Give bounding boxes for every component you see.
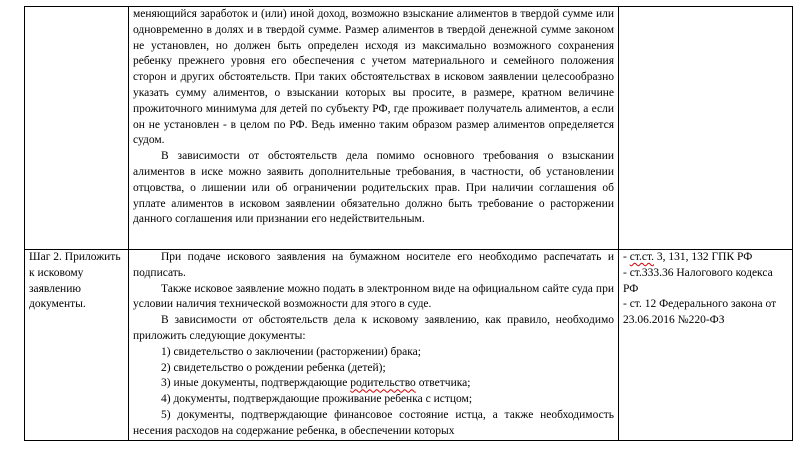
reference-gpk bbox=[623, 250, 788, 266]
list-item: 4) документы, подтверждающие проживание ребенка с истцом; bbox=[161, 393, 473, 406]
description-cell bbox=[129, 250, 619, 441]
reference-text: 3, 131, 132 ГПК РФ bbox=[654, 251, 753, 263]
reference-federal-law: - ст. 12 Федерального закона от 23.06.2016 №220-ФЗ bbox=[623, 298, 777, 327]
instruction-table bbox=[24, 6, 793, 441]
table-row bbox=[25, 250, 793, 441]
paragraph-electronic-filing: Также исковое заявление можно подать в электронном виде на официальном сайте суда при условии наличия технической возможности для этого в суде. bbox=[133, 282, 614, 311]
reference-tax-code: - ст.333.36 Налогового кодекса РФ bbox=[623, 266, 773, 295]
reference-text: - bbox=[623, 251, 630, 263]
step-label-cell bbox=[25, 250, 129, 441]
step-2-label: Шаг 2. Приложить к исковому заявлению документы. bbox=[29, 251, 121, 311]
table-row bbox=[25, 7, 793, 250]
list-item-text: ответчика; bbox=[415, 377, 471, 390]
list-item: 1) свидетельство о заключении (расторжении) брака; bbox=[161, 345, 421, 358]
description-cell bbox=[129, 7, 619, 250]
list-item: 5) документы, подтверждающие финансовое состояние истца, а также необходимость несения расходов на содержание ребенка, в обеспечении которых bbox=[133, 408, 614, 437]
paragraph-alimony-amount: меняющийся заработок и (или) иной доход, возможно взыскание алиментов в твердой сумме или одновременно в долях и в твердой сумме. Размер алиментов в твердой денежной сумме законом не установлен, но должен быть определен исходя из максимально возможного сохранения ребенку прежнего уровня его обеспечения с учетом материального и семейного положения сторон и других обстоятельств. При таких обстоятельствах в исковом заявлении целесообразно указать сумму алиментов, о взыскании которых вы просите, в размере, кратном величине прожиточного минимума для детей по субъекту РФ, где проживает получатель алиментов, а если он не установлен - в целом по РФ. Ведь именно таким образом размер алиментов определяется судом. bbox=[133, 8, 614, 147]
paragraph-documents-intro: В зависимости от обстоятельств дела к исковому заявлению, как правило, необходимо приложить следующие документы: bbox=[133, 314, 614, 342]
spellcheck-marked-word: ст.ст. bbox=[629, 251, 654, 263]
list-item-text: 3) иные документы, подтверждающие bbox=[161, 377, 351, 390]
paragraph-additional-claims: В зависимости от обстоятельств дела помимо основного требования о взыскании алиментов в иске можно заявить дополнительные требования, в частности, об установлении отцовства, о лишении или об ограничении родительских прав. При наличии соглашения об уплате алиментов в исковом заявлении обязательно должно быть требование о расторжении данного соглашения или признании его недействительным. bbox=[133, 150, 614, 226]
reference-cell-empty bbox=[619, 7, 793, 250]
list-item bbox=[133, 376, 614, 392]
paragraph-paper-filing: При подаче искового заявления на бумажном носителе его необходимо распечатать и подписать. bbox=[133, 251, 614, 279]
step-cell-empty bbox=[25, 7, 129, 250]
list-item: 2) свидетельство о рождении ребенка (детей); bbox=[161, 361, 386, 374]
spellcheck-marked-word: родительство bbox=[350, 377, 416, 390]
reference-cell bbox=[619, 250, 793, 441]
